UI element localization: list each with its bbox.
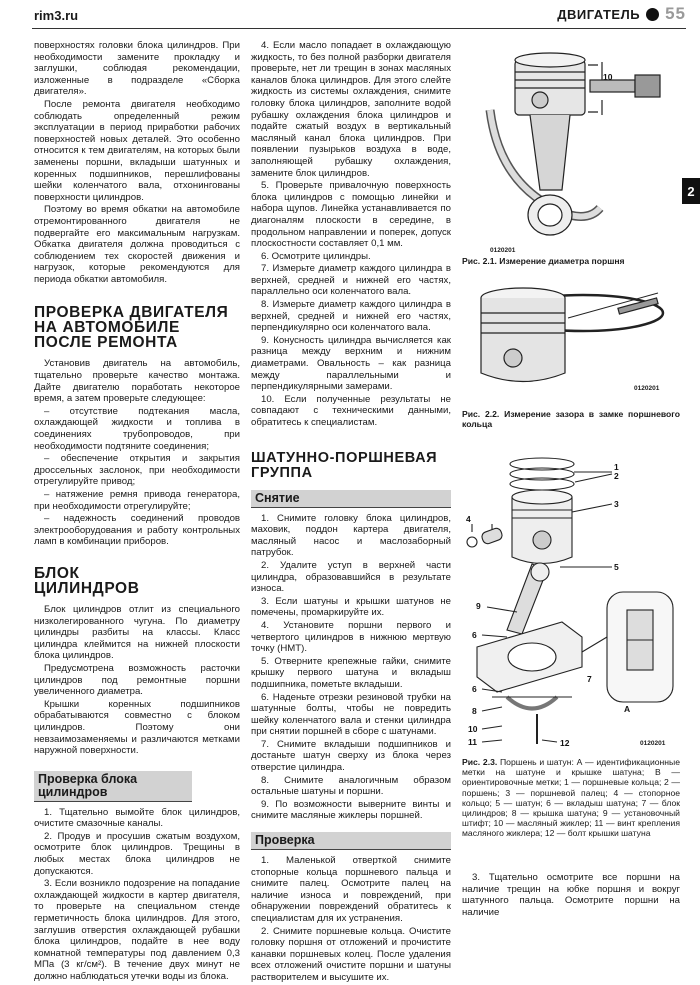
paragraph: Поэтому во время обкатки на автомобиле отремонтированного двигателя не подвергайте его максимальным нагрузкам. Обкатка двигателя должна проводиться с соблюдением тех скоростей движения и нагрузок, которые рекомендуются для периода обкатки автомобиля.	[34, 204, 240, 285]
figure-number: Рис. 2.3.	[462, 757, 498, 767]
callout-label: 6	[472, 630, 477, 640]
paragraph: После ремонта двигателя необходимо соблюдать определенный режим эксплуатации в период приработки рабочих поверхностей новых деталей. Это особенно относится к тем двигателям, на которых были заменены поршни, вкладыши шатунных и коренных подшипников, перешлифованы шейки коленчатого вала, отхонингованы поверхности цилиндров.	[34, 98, 240, 203]
paragraph: 4. Если масло попадает в охлаждающую жидкость, то без полной разборки двигателя проверьте, нет ли трещин в зонах масляных каналов блока цилиндров. Для этого слейте жидкость из системы охлаждения, снимите головку блока цилиндров, заполните водой рубашку охлаждения блока цилиндров и подайте сжатый воздух в вертикальный масляный канал блока цилиндров. При появлении пузырьков воздуха в воде, заполняющей рубашку охлаждения, замените блок цилиндров.	[251, 40, 451, 179]
paragraph: 9. Конусность цилиндра вычисляется как разница между верхним и нижним диаметрами. Овальность – как разница между параллельными и перпендикулярными замерами.	[251, 334, 451, 393]
paragraph: 3. Тщательно осмотрите все поршни на наличие трещин на юбке поршня и вокруг шатунного пальца. Осмотрите поршни на наличие	[462, 872, 680, 918]
paragraph: 7. Измерьте диаметр каждого цилиндра в верхней, средней и нижней его частях, параллельно оси коленчатого вала.	[251, 263, 451, 298]
figure-ring-gap	[468, 278, 668, 396]
callout-label: 11	[468, 737, 477, 747]
callout-label: A	[624, 704, 631, 714]
paragraph: 1. Маленькой отверткой снимите стопорные кольца поршневого пальца и снимите палец. Осмотрите палец на наличие износа и повреждений, при обнаружении повреждений обратитесь к специалистам для их устранения.	[251, 855, 451, 924]
figure-number: Рис. 2.2.	[462, 409, 500, 419]
paragraph: 7. Снимите вкладыши подшипников и достаньте шатун сверху из блока через отверстие цилиндра.	[251, 738, 451, 774]
figure-piston-conrod	[462, 452, 680, 752]
bullet-dot-icon	[646, 8, 659, 21]
list-item: – надежность соединений проводов электрооборудования и работу контрольных ламп в комбинации приборов.	[34, 513, 240, 548]
callout-label: 8	[472, 706, 477, 716]
column-1	[34, 40, 240, 984]
subsection-heading: Снятие	[251, 490, 451, 508]
figure-number: Рис. 2.1.	[462, 256, 497, 266]
paragraph: 10. Если полученные результаты не совпадают с техническими данными, обратитесь к специалистам.	[251, 393, 451, 428]
list-item: – натяжение ремня привода генератора, при необходимости отрегулируйте;	[34, 489, 240, 512]
section-heading: ШАТУННО-ПОРШНЕВАЯ ГРУППА	[251, 449, 438, 481]
paragraph: 5. Проверьте привалочную поверхность блока цилиндров с помощью линейки и набора щупов. Линейка устанавливается по диагоналям плоскости в середине, в продольном направлении и поперек, допуск плоскостности составляет 0,1 мм.	[251, 180, 451, 250]
paragraph: 6. Наденьте отрезки резиновой трубки на шатунные болты, чтобы не повредить шейку коленчатого вала и стенки цилиндра при снятии поршней в сборе с шатунами.	[251, 691, 451, 738]
paragraph: Блок цилиндров отлит из специального низколегированного чугуна. По диаметру цилиндры разбиты на классы. Класс цилиндра клеймится на нижней плоскости блока цилиндров.	[34, 603, 240, 662]
running-header	[557, 4, 686, 24]
paragraph: 1. Снимите головку блока цилиндров, маховик, поддон картера двигателя, масляный насос и маслозаборный патрубок.	[251, 512, 451, 559]
site-name: rim3.ru	[34, 8, 79, 23]
paragraph: 4. Установите поршни первого и четвертого цилиндров в нижнюю мертвую точку (НМТ).	[251, 619, 451, 655]
paragraph: 3. Если шатуны и крышки шатунов не помечены, промаркируйте их.	[251, 595, 451, 619]
paragraph: поверхностях головки блока цилиндров. При необходимости замените прокладку и заглушки, соблюдая рекомендации, изложенные в подразделе «Сборка двигателя».	[34, 40, 240, 98]
callout-label: 5	[614, 562, 619, 572]
section-heading: БЛОК ЦИЛИНДРОВ	[34, 564, 140, 597]
paragraph: 2. Снимите поршневые кольца. Очистите головку поршня от отложений и прочистите канавки поршневых колец. После удаления всех отложений очистите поршни и шатуны растворителем и высушите их.	[251, 925, 451, 983]
section-title: ДВИГАТЕЛЬ	[557, 6, 641, 22]
page-number: 55	[665, 4, 686, 23]
figure-code: 0120201	[634, 385, 660, 392]
figure-caption-text: Измерение диаметра поршня	[499, 256, 625, 266]
callout-label: 9	[476, 601, 481, 611]
callout-label: 10	[468, 724, 478, 734]
figure-caption	[462, 409, 680, 429]
paragraph: 9. По возможности выверните винты и снимите масляные жиклеры поршней.	[251, 798, 451, 822]
paragraph: Крышки коренных подшипников обрабатываются совместно с блоком цилиндров. Поэтому они невзаимозаменяемы и различаются метками наружной поверхности.	[34, 698, 240, 757]
paragraph: Установив двигатель на автомобиль, тщательно проверьте качество монтажа. Дайте двигателю поработать некоторое время, а затем проверьте следующее:	[34, 358, 240, 405]
chapter-tab: 2	[682, 178, 700, 204]
callout-label: 4	[466, 514, 471, 524]
figure-piston-micrometer	[470, 40, 670, 255]
list-item: – обеспечение открытия и закрытия дроссельных заслонок, при необходимости отрегулируйте привод;	[34, 453, 240, 488]
callout-label: 7	[587, 674, 592, 684]
figure-caption	[462, 256, 680, 266]
figure-caption-text: Поршень и шатун: А — идентификационные метки на шатуне и крышке шатуна; В — ориентировочные метки; 1 — поршневые кольца; 2 — поршень; 3 — поршневой палец; 4 — стопорное кольцо; 5 — шатун; 6 — вкладыш шатуна; 7 — блок цилиндров; 8 — крышка шатуна; 9 — установочный штифт; 10 — масляный жиклер; 11 — винт крепления масляного жиклера; 12 — болт крышки шатуна	[462, 757, 680, 839]
callout-label: 2	[614, 471, 619, 481]
header-rule	[32, 28, 686, 29]
figure-code: 0120201	[640, 740, 666, 747]
paragraph: 1. Тщательно вымойте блок цилиндров, очистите смазочные каналы.	[34, 806, 240, 830]
column-3-text	[462, 872, 680, 919]
subsection-heading: Проверка	[251, 832, 451, 850]
paragraph: 8. Измерьте диаметр каждого цилиндра в верхней, средней и нижней его частях, перпендикулярно оси коленчатого вала.	[251, 299, 451, 334]
section-heading: ПРОВЕРКА ДВИГАТЕЛЯ НА АВТОМОБИЛЕ ПОСЛЕ РЕМОНТА	[34, 304, 229, 352]
figure-code: 0120201	[490, 247, 516, 254]
list-item: – отсутствие подтекания масла, охлаждающей жидкости и топлива в соединениях трубопроводов, при необходимости подтяните соединения;	[34, 405, 240, 452]
paragraph: 2. Удалите уступ в верхней части цилиндра, образовавшийся в результате износа.	[251, 559, 451, 595]
subsection-heading: Проверка блока цилиндров	[34, 771, 192, 802]
figure-caption	[462, 757, 680, 839]
callout-label: 3	[614, 499, 619, 509]
callout-label: 6	[472, 684, 477, 694]
callout-label: 10	[603, 72, 613, 82]
figure-caption-text: Измерение зазора в замке поршневого кольца	[462, 409, 681, 430]
column-2	[251, 40, 451, 985]
paragraph: Предусмотрена возможность расточки цилиндров под ремонтные поршни увеличенного диаметра.	[34, 662, 240, 698]
callout-label: 12	[560, 738, 570, 748]
paragraph: 5. Отверните крепежные гайки, снимите крышку первого шатуна и вкладыш подшипника, пометьте вкладыши.	[251, 655, 451, 690]
paragraph: 6. Осмотрите цилиндры.	[261, 250, 371, 262]
paragraph: 3. Если возникло подозрение на попадание охлаждающей жидкости в картер двигателя, то проверьте на специальном стенде герметичность блока цилиндров. Для этого, заглушив отверстия охлаждающей рубашки блока цилиндров, подайте в нее воду комнатной температуры под давлением 0,3 МПа (3 кг/см²). В течение двух минут не должно наблюдаться утечки воды из блока.	[34, 878, 240, 982]
callout-label: 1	[614, 462, 619, 472]
paragraph: 8. Снимите аналогичным образом остальные шатуны и поршни.	[251, 774, 451, 798]
paragraph: 2. Продув и просушив сжатым воздухом, осмотрите блок цилиндров. Трещины в любых местах блока цилиндров не допускаются.	[34, 830, 240, 877]
